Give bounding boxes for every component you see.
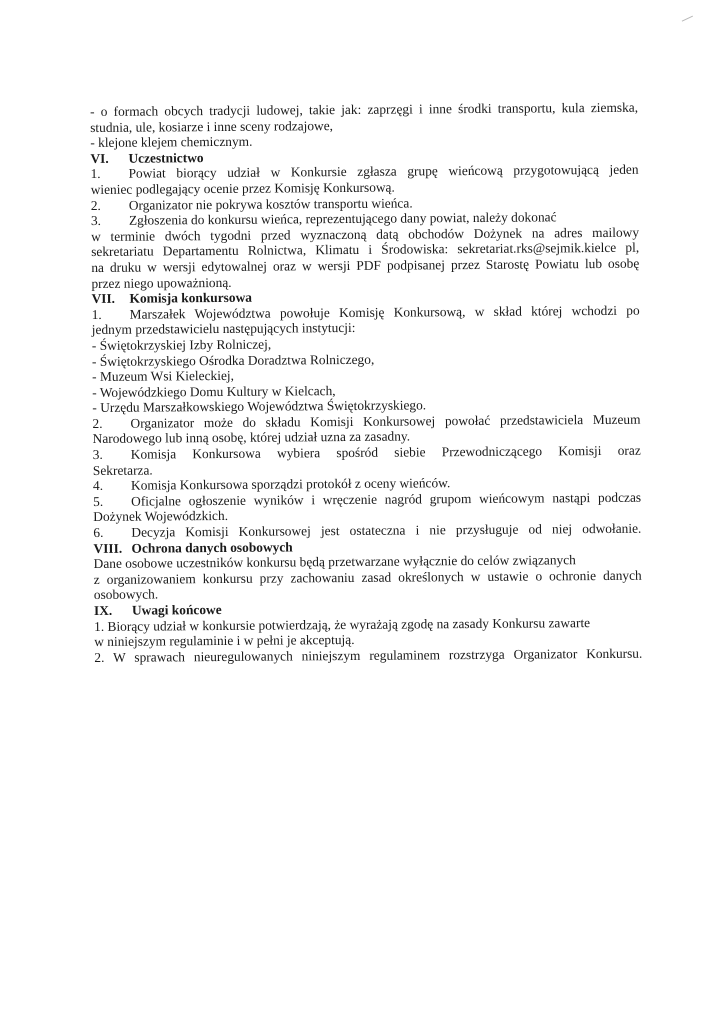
- text-line: Dożynek Wojewódzkich.: [93, 508, 229, 525]
- item-number: 2.: [90, 197, 101, 213]
- section-title: Ochrona danych osobowych: [131, 539, 293, 556]
- text-line: - Wojewódzkiego Domu Kultury w Kielcach,: [92, 382, 336, 400]
- item-text: Decyzja Komisji Konkursowej jest ostateczna i nie przysługuje od niej odwołanie.: [131, 520, 642, 540]
- text-line: studnia, ule, kosiarze i inne sceny rodzajowe,: [90, 117, 334, 135]
- text-line: sekretariatu Departamentu Rolnictwa, Klimatu i Środowiska: sekretariat.rks@sejmik.kielce pl,: [91, 240, 640, 260]
- document-body: [90, 100, 642, 666]
- section-title: Uczestnictwo: [128, 149, 204, 166]
- section-number: IX.: [93, 602, 113, 618]
- section-number: VII.: [91, 290, 116, 307]
- item-number: 1.: [90, 166, 101, 182]
- text-line: 1. Biorący udział w konkursie potwierdzają, że wyrażają zgodę na zasady Konkursu zawarte: [94, 614, 591, 634]
- item-number: 3.: [90, 213, 102, 229]
- text-line: - klejone klejem chemicznym.: [90, 133, 253, 151]
- text-line: na druku w wersji edytowalnej oraz w wersji PDF podpisanej przez Starostę Powiatu lub osobę: [91, 255, 640, 275]
- text-line: w terminie dwóch tygodni przed wyznaczoną datą obchodów Dożynek na adres mailowy: [90, 224, 640, 244]
- text-line: - o formach obcych tradycji ludowej, takie jak: zaprzęgi i inne środki transportu, kula ziemska,: [90, 99, 639, 119]
- item-text: Komisja Konkursowa wybiera spośród siebie Przewodniczącego Komisji oraz: [130, 442, 641, 462]
- text-line: osobowych.: [93, 586, 159, 603]
- text-line: - Urzędu Marszałkowskiego Województwa Świętokrzyskiego.: [92, 397, 427, 416]
- item-text: Zgłoszenia do konkursu wieńca, reprezentującego dany powiat, należy dokonać: [128, 209, 557, 228]
- item-number: 6.: [93, 524, 104, 541]
- text-line: Narodowego lub inną osobę, której udział uzna za zasadny.: [92, 428, 411, 447]
- item-text: Powiat biorący udział w Konkursie zgłasza grupę wieńcową przygotowującą jeden: [128, 162, 639, 182]
- text-line: przez niego upoważnioną.: [91, 274, 232, 291]
- text-line: - Świętokrzyskiego Ośrodka Doradztwa Rolniczego,: [91, 351, 375, 369]
- section-number: VI.: [90, 150, 109, 166]
- item-text: Organizator może do składu Komisji Konkursowej powołać przedstawiciela Muzeum: [130, 411, 641, 431]
- text-line: z organizowaniem konkursu przy zachowaniu zasad określonych w ustawie o ochronie danych: [93, 567, 642, 587]
- text-line: wieniec podlegający ocenie przez Komisję Konkursową.: [90, 179, 395, 197]
- item-text: Organizator nie pokrywa kosztów transportu wieńca.: [128, 195, 413, 213]
- text-line: jednym przedstawicielu następujących instytucji:: [91, 320, 356, 338]
- section-title: Uwagi końcowe: [131, 601, 222, 618]
- item-text: Komisja Konkursowa sporządzi protokół z oceny wieńców.: [130, 475, 451, 493]
- text-line: - Świętokrzyskiej Izby Rolniczej,: [91, 336, 272, 353]
- scan-mark: [682, 16, 695, 25]
- item-text: Marszałek Województwa powołuje Komisję Konkursową, w skład której wchodzi po: [129, 302, 640, 322]
- item-text: Oficjalne ogłoszenie wyników i wręczenie nagród grupom wieńcowym nastąpi podczas: [131, 489, 642, 509]
- text-line: Sekretarza.: [92, 462, 153, 478]
- text-line: w niniejszym regulaminie i w pełni je akceptują.: [94, 632, 355, 650]
- text-line: 2. W sprawach nieuregulowanych niniejszym regulaminem rozstrzyga Organizator Konkursu.: [94, 645, 643, 665]
- item-number: 3.: [92, 446, 103, 463]
- item-number: 4.: [92, 478, 104, 494]
- section-number: VIII.: [93, 540, 123, 556]
- section-title: Komisja konkursowa: [129, 289, 252, 306]
- text-line: Dane osobowe uczestników konkursu będą przetwarzane wyłącznie do celów związanych: [93, 552, 576, 572]
- item-number: 1.: [91, 306, 102, 322]
- text-line: - Muzeum Wsi Kieleckiej,: [92, 367, 235, 385]
- item-number: 2.: [92, 415, 103, 431]
- item-number: 5.: [93, 493, 104, 509]
